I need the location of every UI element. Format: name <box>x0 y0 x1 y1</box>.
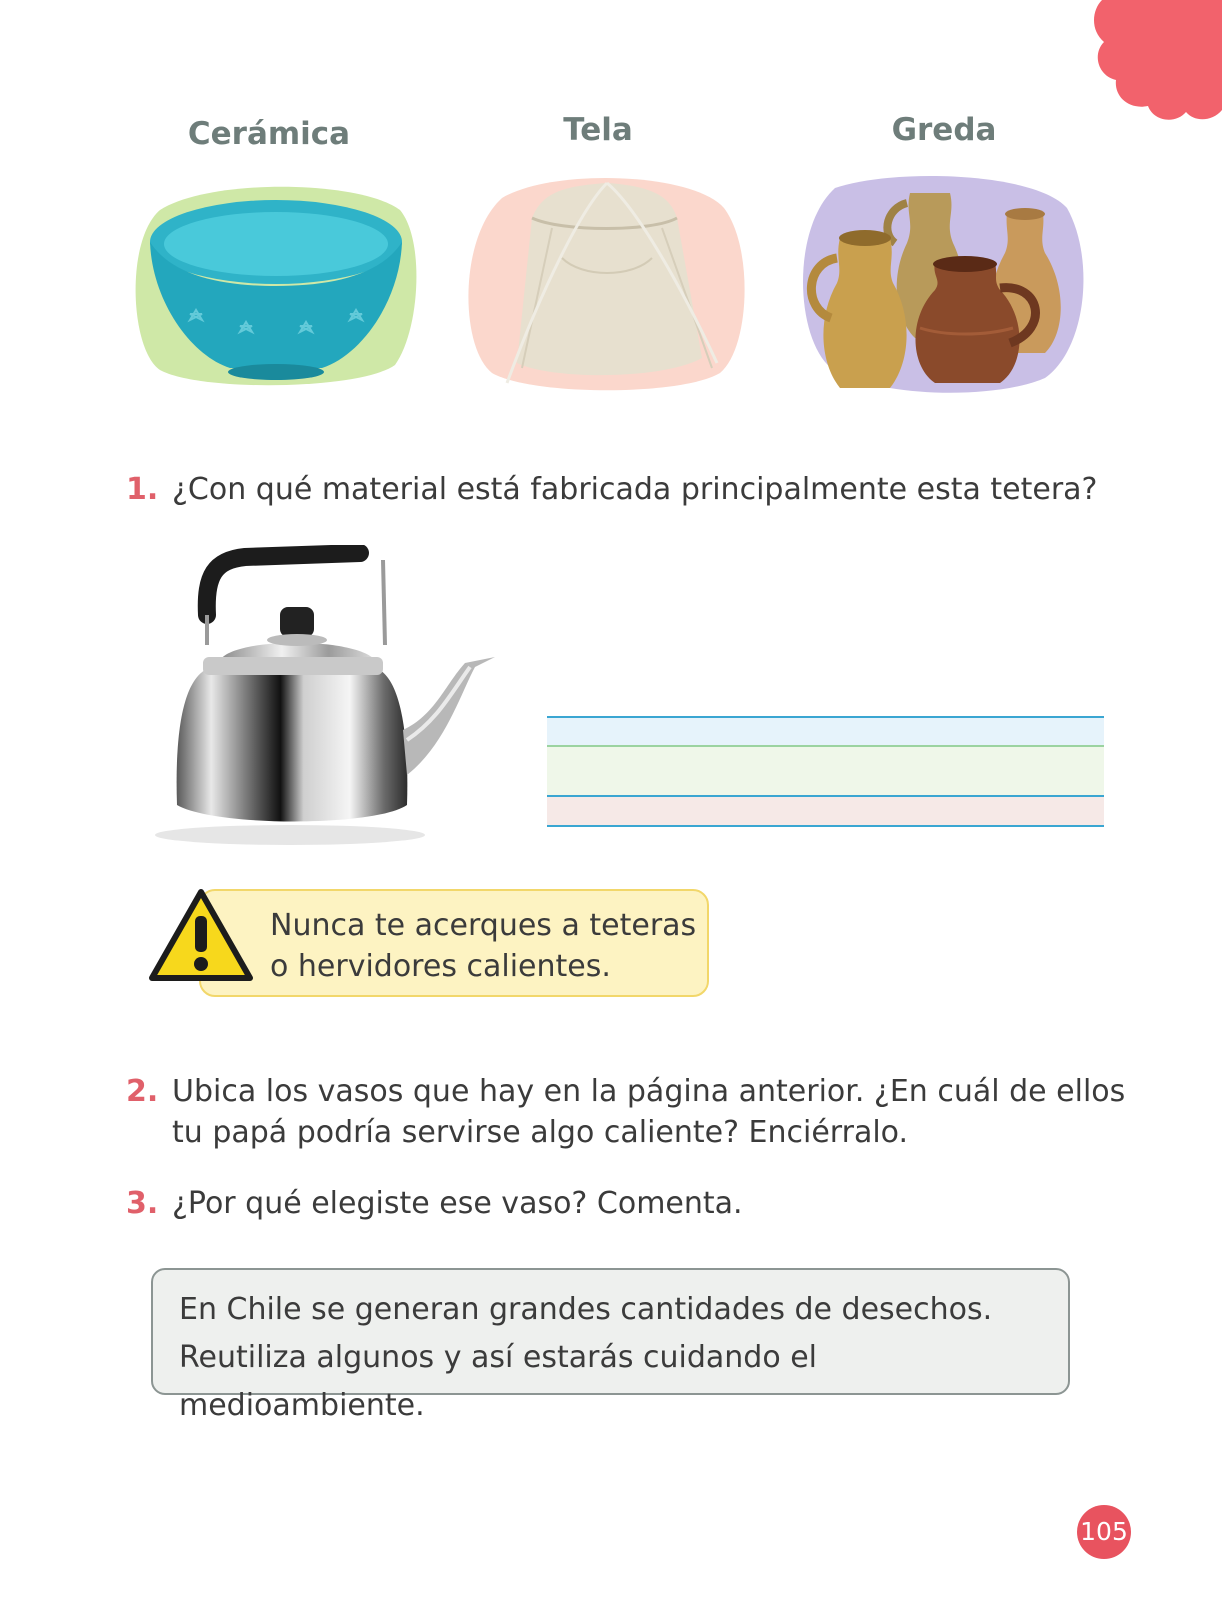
warning-text <box>270 905 710 987</box>
warning-line-2: o hervidores calientes. <box>270 949 611 984</box>
clay-jugs-image <box>795 168 1095 398</box>
material-label-greda: Greda <box>891 112 997 148</box>
answer-lines[interactable] <box>547 716 1104 828</box>
cloth-bag-image <box>462 168 752 398</box>
material-label-ceramica: Cerámica <box>187 116 351 152</box>
page-number: 105 <box>1077 1505 1131 1559</box>
material-label-tela: Tela <box>563 112 633 148</box>
question-1-number: 1. <box>126 472 159 507</box>
question-2-line-2: tu papá podría servirse algo caliente? Enciérralo. <box>172 1115 909 1150</box>
teapot-image <box>145 545 515 855</box>
ceramic-bowl-image <box>130 180 420 390</box>
info-text <box>179 1286 1059 1430</box>
question-3-text: ¿Por qué elegiste ese vaso? Comenta. <box>172 1186 743 1221</box>
question-3-number: 3. <box>126 1186 159 1221</box>
question-3 <box>126 1183 743 1224</box>
question-2-line-1: Ubica los vasos que hay en la página anterior. ¿En cuál de ellos <box>172 1074 1126 1109</box>
warning-line-1: Nunca te acerques a teteras <box>270 908 697 943</box>
corner-decoration <box>1062 0 1222 130</box>
question-2 <box>126 1071 1125 1153</box>
warning-triangle-icon <box>148 888 254 984</box>
question-2-number: 2. <box>126 1074 159 1109</box>
question-1-text: ¿Con qué material está fabricada principalmente esta tetera? <box>172 472 1098 507</box>
question-1 <box>126 469 1097 510</box>
info-line-2: Reutiliza algunos y así estarás cuidando el medioambiente. <box>179 1340 818 1423</box>
question-2-text <box>172 1071 1125 1153</box>
info-line-1: En Chile se generan grandes cantidades de desechos. <box>179 1292 993 1327</box>
